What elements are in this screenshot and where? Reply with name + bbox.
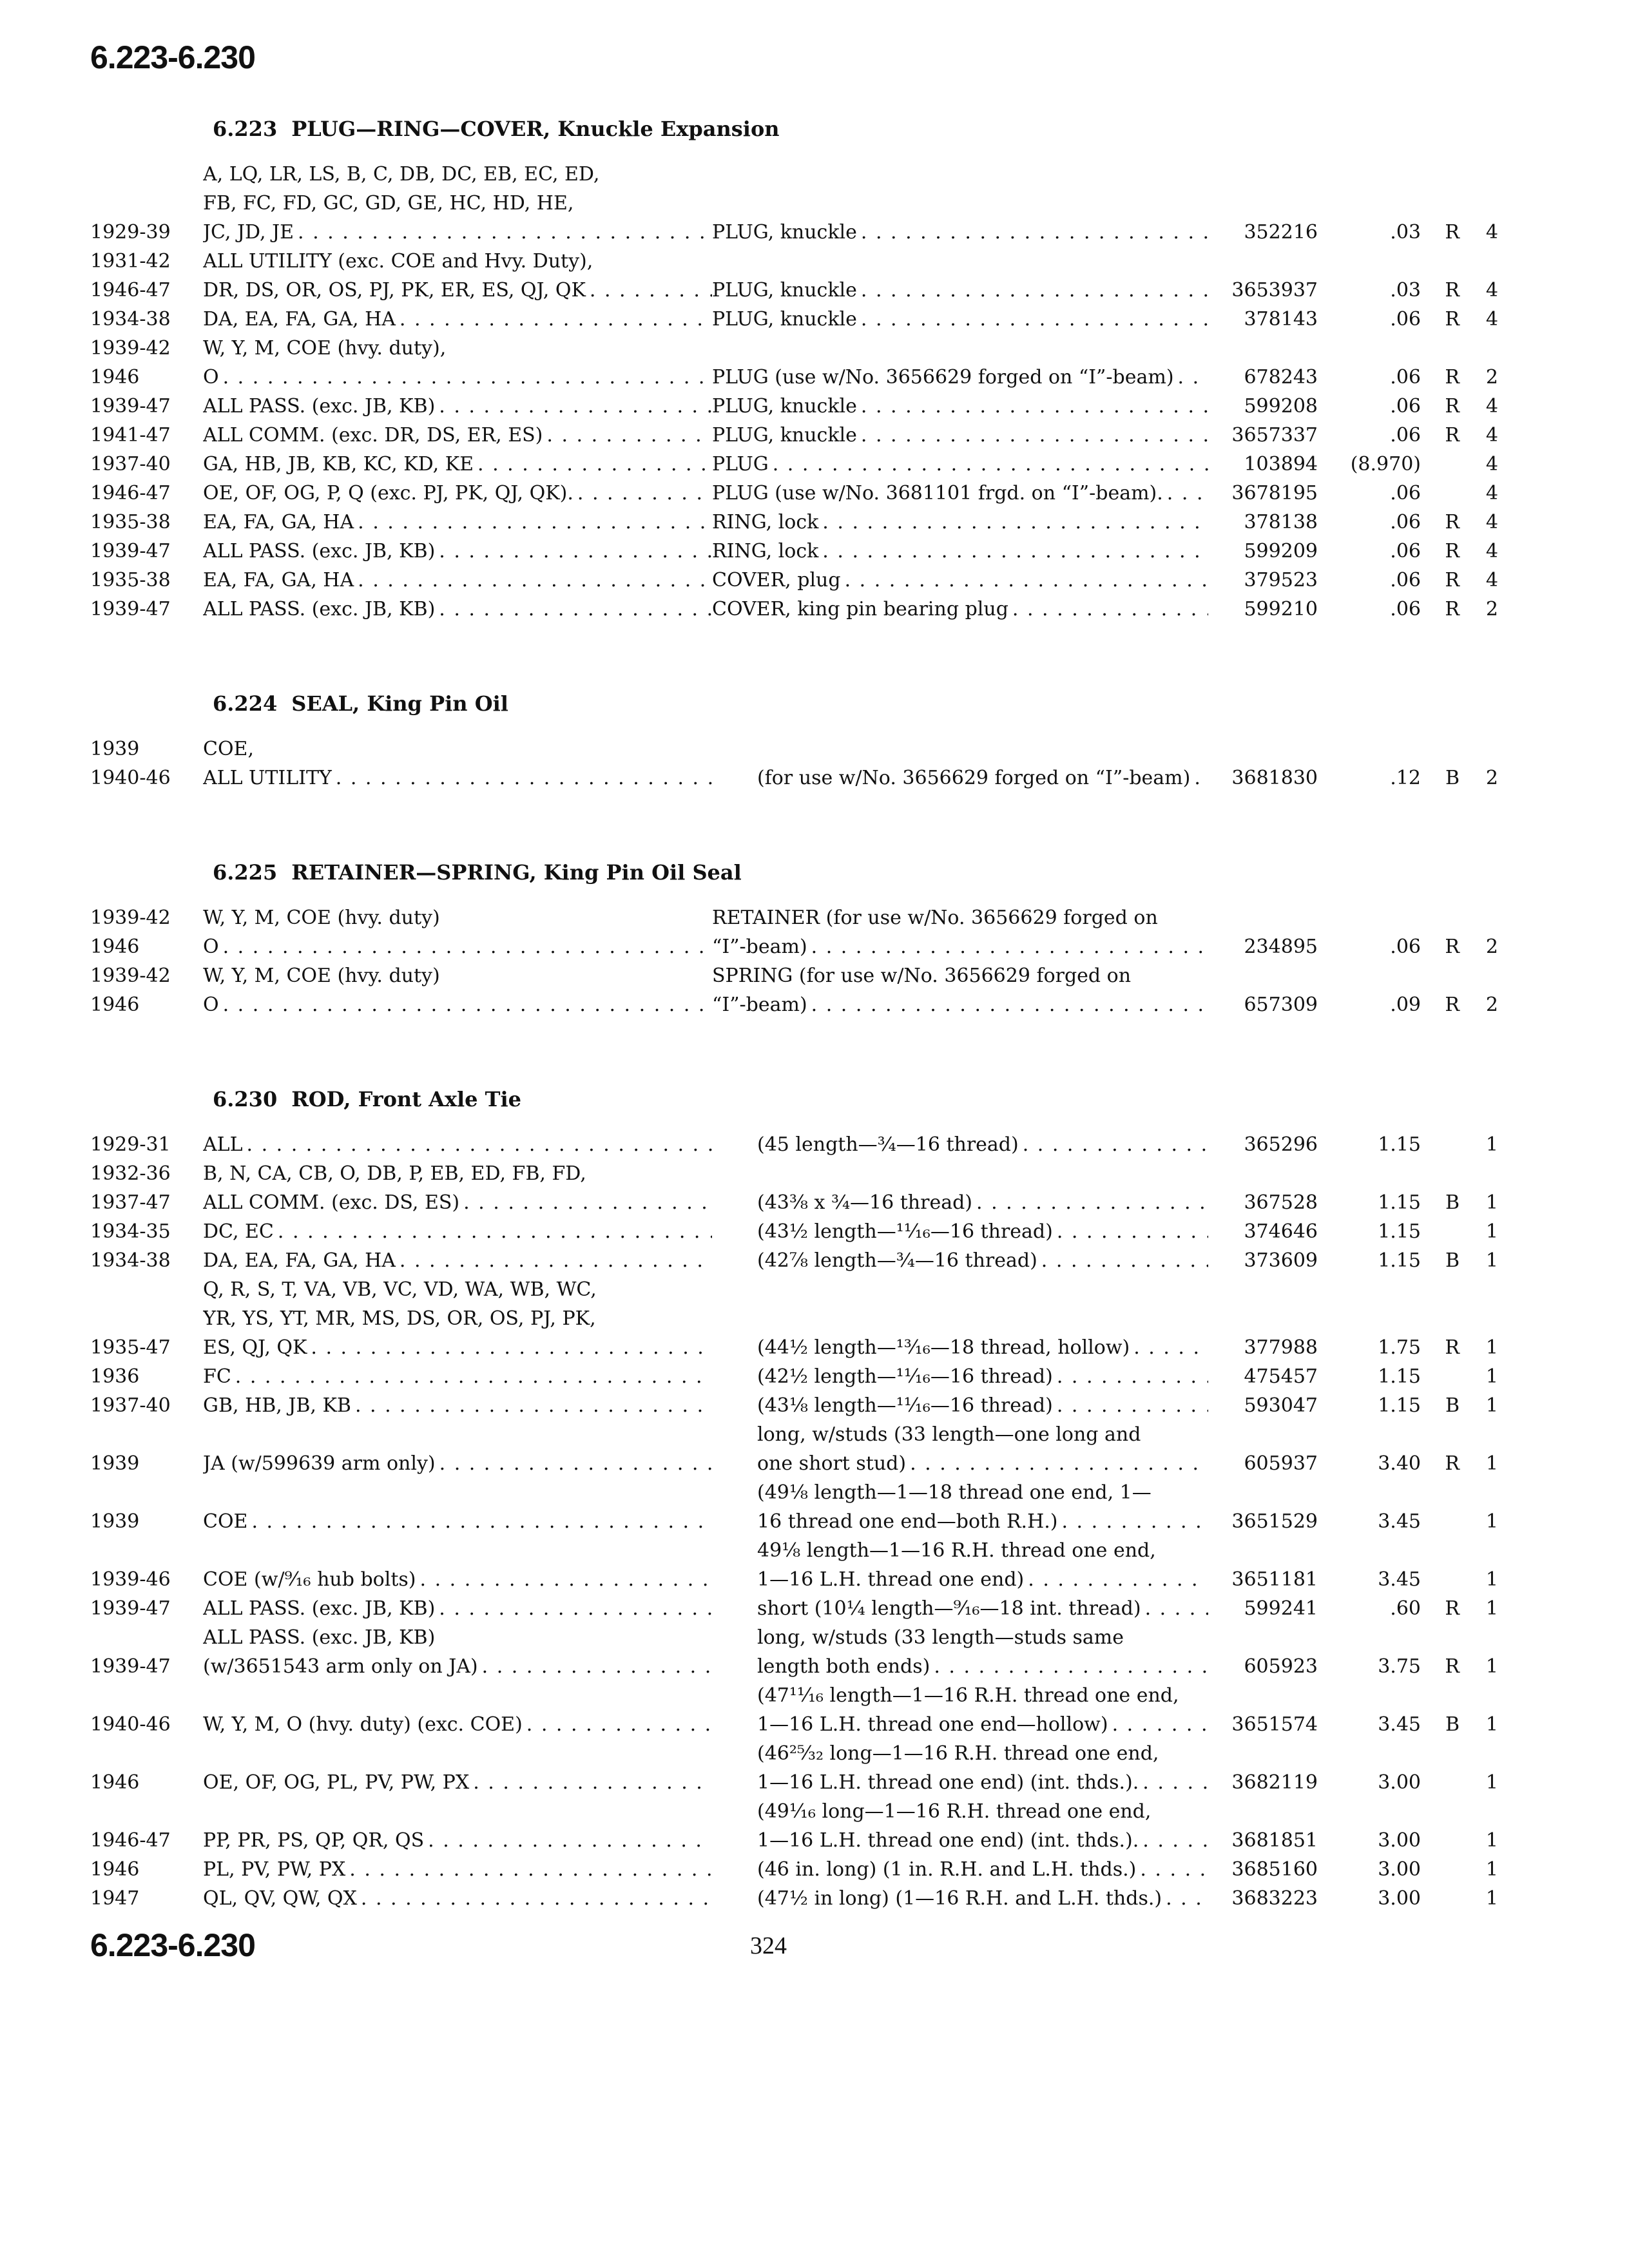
row-part-number: 3657337: [1231, 424, 1318, 447]
page-number: 324: [750, 1932, 787, 1959]
section-number: 6.223: [213, 117, 278, 141]
row-price: 1.15: [1378, 1249, 1421, 1272]
row-code: R: [1445, 1336, 1460, 1359]
page-header-code: 6.223-6.230: [90, 39, 255, 75]
table-row: [90, 903, 1559, 961]
row-models: ALL UTILITY (exc. COE and Hvy. Duty), DR, DS, OR, OS, PJ, PK, ER, ES, QJ, QK . . .: [203, 247, 712, 305]
row-description: (45 length—¾—16 thread) . . .: [712, 1130, 1208, 1159]
row-years: 1935-47: [90, 1336, 171, 1359]
row-description: PLUG, knuckle . . .: [712, 218, 1208, 247]
page-footer-code: 6.223-6.230: [90, 1927, 255, 1963]
row-models: ALL . . .: [203, 1130, 712, 1159]
catalog-sections: [90, 111, 1559, 1975]
row-models: COE . . .: [203, 1507, 712, 1536]
row-description: (42⅞ length—¾—16 thread) . . .: [712, 1246, 1208, 1275]
section-title: [213, 111, 1559, 147]
row-description: short (10¼ length—⁹⁄₁₆—18 int. thread) . . .: [712, 1594, 1208, 1623]
row-part-number: 3685160: [1231, 1858, 1318, 1881]
row-part-number: 3681830: [1231, 767, 1318, 789]
row-models: PL, PV, PW, PX . . .: [203, 1855, 712, 1884]
table-row: [90, 1623, 1559, 1681]
row-quantity: 4: [1485, 540, 1498, 562]
row-models: FC . . .: [203, 1362, 712, 1391]
row-quantity: 1: [1485, 1713, 1498, 1736]
row-description: RING, lock . . .: [712, 537, 1208, 566]
row-years: 1935-38: [90, 511, 171, 533]
row-code: R: [1445, 598, 1460, 620]
row-years: 1935-38: [90, 569, 171, 591]
row-quantity: 2: [1485, 994, 1498, 1016]
row-part-number: 103894: [1244, 453, 1318, 476]
table-row: [90, 1159, 1559, 1217]
row-quantity: 4: [1485, 279, 1498, 302]
row-years: 1929-31: [90, 1133, 171, 1156]
row-price: .06: [1390, 936, 1421, 958]
section-6-230: [90, 1081, 1559, 1913]
row-models: EA, FA, GA, HA . . .: [203, 508, 712, 537]
table-row: [90, 1246, 1559, 1275]
row-quantity: 4: [1485, 453, 1498, 476]
row-code: R: [1445, 279, 1460, 302]
row-models: Q, R, S, T, VA, VB, VC, VD, WA, WB, WC, YR, YS, YT, MR, MS, DS, OR, OS, PJ, PK, ES, QJ, QK . . .: [203, 1275, 712, 1362]
table-row: [90, 334, 1559, 392]
table-row: [90, 595, 1559, 624]
row-code: R: [1445, 569, 1460, 591]
row-price: 1.15: [1378, 1220, 1421, 1243]
row-models: QL, QV, QW, QX . . .: [203, 1884, 712, 1913]
row-years: 1934-35: [90, 1220, 171, 1243]
row-price: .03: [1390, 221, 1421, 244]
row-price: .06: [1390, 540, 1421, 562]
row-description: long, w/studs (33 length—studs same length both ends) . . .: [712, 1623, 1208, 1681]
row-price: 3.75: [1378, 1655, 1421, 1678]
section-title-text: ROD, Front Axle Tie: [291, 1087, 521, 1111]
table-row: [90, 1536, 1559, 1594]
table-row: [90, 1362, 1559, 1391]
row-models: ALL PASS. (exc. JB, KB) . . .: [203, 392, 712, 421]
section-title: [213, 1081, 1559, 1117]
row-years: 1940-46: [90, 1713, 171, 1736]
row-price: 1.75: [1378, 1336, 1421, 1359]
row-code: R: [1445, 1655, 1460, 1678]
row-quantity: 1: [1485, 1655, 1498, 1678]
row-models: B, N, CA, CB, O, DB, P, EB, ED, FB, FD, ALL COMM. (exc. DS, ES) . . .: [203, 1159, 712, 1217]
row-part-number: 593047: [1244, 1394, 1318, 1417]
row-code: B: [1445, 767, 1460, 789]
row-part-number: 367528: [1244, 1191, 1318, 1214]
row-price: 1.15: [1378, 1133, 1421, 1156]
row-description: PLUG, knuckle . . .: [712, 276, 1208, 305]
row-description: (46²⁵⁄₃₂ long—1—16 R.H. thread one end, 1—16 L.H. thread one end) (int. thds.). . . .: [712, 1739, 1208, 1797]
row-price: .06: [1390, 366, 1421, 389]
row-description: (47½ in long) (1—16 R.H. and L.H. thds.) . . .: [712, 1884, 1208, 1913]
row-price: .06: [1390, 395, 1421, 418]
row-models: W, Y, M, COE (hvy. duty), O . . .: [203, 334, 712, 392]
section-title-text: SEAL, King Pin Oil: [291, 691, 508, 716]
row-price: (8.970): [1350, 453, 1421, 476]
row-years: 1937-40: [90, 1394, 171, 1417]
section-number: 6.225: [213, 860, 278, 885]
row-description: PLUG (use w/No. 3656629 forged on “I”-beam) . . .: [712, 363, 1208, 392]
table-row: [90, 160, 1559, 247]
row-code: R: [1445, 221, 1460, 244]
row-models: DA, EA, FA, GA, HA . . .: [203, 305, 712, 334]
row-years: 1937-40: [90, 453, 171, 476]
row-models: ALL PASS. (exc. JB, KB) . . .: [203, 595, 712, 624]
row-models: GA, HB, JB, KB, KC, KD, KE . . .: [203, 450, 712, 479]
table-row: [90, 1681, 1559, 1739]
row-quantity: 1: [1485, 1365, 1498, 1388]
row-part-number: 374646: [1244, 1220, 1318, 1243]
row-description: PLUG . . .: [712, 450, 1208, 479]
row-code: B: [1445, 1249, 1460, 1272]
table-row: [90, 537, 1559, 566]
row-price: .06: [1390, 569, 1421, 591]
section-title: [213, 686, 1559, 722]
row-years: 1946-47: [90, 1829, 171, 1852]
row-models: GB, HB, JB, KB . . .: [203, 1391, 712, 1420]
row-years: 1939-47: [90, 1597, 171, 1620]
row-quantity: 1: [1485, 1771, 1498, 1794]
section-number: 6.230: [213, 1087, 278, 1111]
row-years: 1946-47: [90, 482, 171, 505]
row-part-number: 599209: [1244, 540, 1318, 562]
table-row: [90, 450, 1559, 479]
row-models: PP, PR, PS, QP, QR, QS . . .: [203, 1826, 712, 1855]
row-quantity: 2: [1485, 936, 1498, 958]
row-code: R: [1445, 511, 1460, 533]
row-part-number: 678243: [1244, 366, 1318, 389]
row-description: RING, lock . . .: [712, 508, 1208, 537]
row-quantity: 4: [1485, 482, 1498, 505]
table-row: [90, 247, 1559, 305]
row-models: W, Y, M, COE (hvy. duty) O . . .: [203, 903, 712, 961]
row-years: 1932-36 1937-47: [90, 1162, 171, 1214]
row-price: 3.00: [1378, 1887, 1421, 1910]
section-6-224: [90, 686, 1559, 793]
row-years: 1939-47: [90, 540, 171, 562]
row-quantity: 1: [1485, 1510, 1498, 1533]
row-price: 3.40: [1378, 1452, 1421, 1475]
row-years: 1939-47: [90, 395, 171, 418]
table-row: [90, 1478, 1559, 1536]
row-part-number: 3653937: [1231, 279, 1318, 302]
table-row: [90, 1275, 1559, 1362]
row-code: B: [1445, 1191, 1460, 1214]
row-years: 1939-47: [90, 598, 171, 620]
row-description: RETAINER (for use w/No. 3656629 forged on “I”-beam) . . .: [712, 903, 1208, 961]
row-quantity: 1: [1485, 1568, 1498, 1591]
row-models: W, Y, M, COE (hvy. duty) O . . .: [203, 961, 712, 1019]
row-price: .06: [1390, 482, 1421, 505]
row-models: ALL PASS. (exc. JB, KB) . . .: [203, 1594, 712, 1623]
row-code: R: [1445, 540, 1460, 562]
row-models: DA, EA, FA, GA, HA . . .: [203, 1246, 712, 1275]
table-row: [90, 1855, 1559, 1884]
table-row: [90, 1797, 1559, 1855]
row-years: 1931-42 1946-47: [90, 250, 171, 302]
row-quantity: 2: [1485, 366, 1498, 389]
row-models: ALL COMM. (exc. DR, DS, ER, ES) . . .: [203, 421, 712, 450]
section-6-223: [90, 111, 1559, 624]
row-part-number: 3681851: [1231, 1829, 1318, 1852]
table-row: [90, 1391, 1559, 1420]
row-price: 3.00: [1378, 1771, 1421, 1794]
row-price: 3.45: [1378, 1568, 1421, 1591]
table-row: [90, 1884, 1559, 1913]
row-part-number: 379523: [1244, 569, 1318, 591]
row-part-number: 378138: [1244, 511, 1318, 533]
row-models: OE, OF, OG, P, Q (exc. PJ, PK, QJ, QK). . . .: [203, 479, 712, 508]
table-row: [90, 479, 1559, 508]
row-quantity: 4: [1485, 424, 1498, 447]
row-years: 1939-42 1946: [90, 337, 171, 389]
row-description: PLUG, knuckle . . .: [712, 392, 1208, 421]
row-price: 3.00: [1378, 1858, 1421, 1881]
row-part-number: 475457: [1244, 1365, 1318, 1388]
row-part-number: 3682119: [1231, 1771, 1318, 1794]
row-models: W, Y, M, O (hvy. duty) (exc. COE) . . .: [203, 1710, 712, 1739]
row-years: 1941-47: [90, 424, 171, 447]
row-years: 1929-39: [90, 221, 171, 244]
row-description: COVER, king pin bearing plug . . .: [712, 595, 1208, 624]
row-quantity: 1: [1485, 1191, 1498, 1214]
row-quantity: 2: [1485, 767, 1498, 789]
row-years: 1934-38: [90, 1249, 171, 1272]
row-models: A, LQ, LR, LS, B, C, DB, DC, EB, EC, ED, FB, FC, FD, GC, GD, GE, HC, HD, HE, JC, JD, JE . . .: [203, 160, 712, 247]
row-description: SPRING (for use w/No. 3656629 forged on “I”-beam) . . .: [712, 961, 1208, 1019]
row-quantity: 4: [1485, 511, 1498, 533]
row-part-number: 234895: [1244, 936, 1318, 958]
row-part-number: 605923: [1244, 1655, 1318, 1678]
row-part-number: 3651529: [1231, 1510, 1318, 1533]
row-models: OE, OF, OG, PL, PV, PW, PX . . .: [203, 1768, 712, 1797]
row-code: R: [1445, 424, 1460, 447]
row-part-number: 3683223: [1231, 1887, 1318, 1910]
row-quantity: 1: [1485, 1133, 1498, 1156]
row-price: .06: [1390, 424, 1421, 447]
row-part-number: 3651574: [1231, 1713, 1318, 1736]
row-description: 49⅛ length—1—16 R.H. thread one end, 1—16 L.H. thread one end) . . .: [712, 1536, 1208, 1594]
row-description: long, w/studs (33 length—one long and one short stud) . . .: [712, 1420, 1208, 1478]
row-quantity: 1: [1485, 1394, 1498, 1417]
row-description: (49¹⁄₁₆ long—1—16 R.H. thread one end, 1—16 L.H. thread one end) (int. thds.). . . .: [712, 1797, 1208, 1855]
row-code: R: [1445, 395, 1460, 418]
row-years: 1947: [90, 1887, 140, 1910]
table-row: [90, 392, 1559, 421]
row-code: R: [1445, 308, 1460, 331]
row-years: 1934-38: [90, 308, 171, 331]
row-price: .12: [1390, 767, 1421, 789]
row-years: 1939: [90, 1452, 140, 1475]
row-years: 1939 1940-46: [90, 738, 171, 789]
row-quantity: 1: [1485, 1452, 1498, 1475]
row-price: .60: [1390, 1597, 1421, 1620]
row-quantity: 1: [1485, 1829, 1498, 1852]
row-code: B: [1445, 1394, 1460, 1417]
row-description: (for use w/No. 3656629 forged on “I”-beam) . . .: [712, 764, 1208, 793]
row-part-number: 599241: [1244, 1597, 1318, 1620]
row-quantity: 1: [1485, 1249, 1498, 1272]
table-row: [90, 735, 1559, 793]
row-models: DC, EC . . .: [203, 1217, 712, 1246]
row-description: (47¹¹⁄₁₆ length—1—16 R.H. thread one end, 1—16 L.H. thread one end—hollow) . . .: [712, 1681, 1208, 1739]
row-description: (43⅜ x ¾—16 thread) . . .: [712, 1188, 1208, 1217]
row-models: ALL PASS. (exc. JB, KB) (w/3651543 arm only on JA) . . .: [203, 1623, 712, 1681]
row-part-number: 352216: [1244, 221, 1318, 244]
row-price: .03: [1390, 279, 1421, 302]
row-description: (43⅛ length—¹¹⁄₁₆—16 thread) . . .: [712, 1391, 1208, 1420]
row-part-number: 599210: [1244, 598, 1318, 620]
row-price: 1.15: [1378, 1365, 1421, 1388]
row-part-number: 599208: [1244, 395, 1318, 418]
row-part-number: 3678195: [1231, 482, 1318, 505]
table-row: [90, 1420, 1559, 1478]
row-description: (49⅛ length—1—18 thread one end, 1— 16 thread one end—both R.H.) . . .: [712, 1478, 1208, 1536]
row-part-number: 3651181: [1231, 1568, 1318, 1591]
row-description: PLUG (use w/No. 3681101 frgd. on “I”-beam). . . .: [712, 479, 1208, 508]
row-years: 1946: [90, 1771, 140, 1794]
row-quantity: 1: [1485, 1336, 1498, 1359]
row-price: .06: [1390, 598, 1421, 620]
row-quantity: 4: [1485, 221, 1498, 244]
row-code: R: [1445, 994, 1460, 1016]
row-part-number: 657309: [1244, 994, 1318, 1016]
table-row: [90, 1217, 1559, 1246]
section-6-225: [90, 854, 1559, 1019]
row-description: (46 in. long) (1 in. R.H. and L.H. thds.) . . .: [712, 1855, 1208, 1884]
row-models: JA (w/599639 arm only) . . .: [203, 1449, 712, 1478]
row-price: 1.15: [1378, 1191, 1421, 1214]
row-description: (44½ length—¹³⁄₁₆—18 thread, hollow) . . .: [712, 1333, 1208, 1362]
row-quantity: 4: [1485, 569, 1498, 591]
row-price: .06: [1390, 511, 1421, 533]
row-code: R: [1445, 1452, 1460, 1475]
row-code: R: [1445, 366, 1460, 389]
section-title-text: PLUG—RING—COVER, Knuckle Expansion: [291, 117, 780, 141]
row-models: COE (w/⁹⁄₁₆ hub bolts) . . .: [203, 1565, 712, 1594]
table-row: [90, 1594, 1559, 1623]
row-part-number: 365296: [1244, 1133, 1318, 1156]
row-description: (43½ length—¹¹⁄₁₆—16 thread) . . .: [712, 1217, 1208, 1246]
row-quantity: 1: [1485, 1597, 1498, 1620]
section-title-text: RETAINER—SPRING, King Pin Oil Seal: [291, 860, 742, 885]
row-part-number: 377988: [1244, 1336, 1318, 1359]
table-row: [90, 566, 1559, 595]
table-row: [90, 1739, 1559, 1797]
row-quantity: 4: [1485, 395, 1498, 418]
row-code: B: [1445, 1713, 1460, 1736]
section-number: 6.224: [213, 691, 278, 716]
row-price: 1.15: [1378, 1394, 1421, 1417]
row-models: EA, FA, GA, HA . . .: [203, 566, 712, 595]
table-row: [90, 305, 1559, 334]
row-quantity: 1: [1485, 1858, 1498, 1881]
row-price: .09: [1390, 994, 1421, 1016]
row-years: 1936: [90, 1365, 140, 1388]
section-title: [213, 854, 1559, 890]
table-row: [90, 421, 1559, 450]
row-models: ALL PASS. (exc. JB, KB) . . .: [203, 537, 712, 566]
row-quantity: 1: [1485, 1887, 1498, 1910]
row-years: 1939-46: [90, 1568, 171, 1591]
row-code: R: [1445, 936, 1460, 958]
row-part-number: 378143: [1244, 308, 1318, 331]
row-description: (42½ length—¹¹⁄₁₆—16 thread) . . .: [712, 1362, 1208, 1391]
row-years: 1939-47: [90, 1655, 171, 1678]
row-part-number: 605937: [1244, 1452, 1318, 1475]
table-row: [90, 1130, 1559, 1159]
row-description: COVER, plug . . .: [712, 566, 1208, 595]
row-description: PLUG, knuckle . . .: [712, 305, 1208, 334]
row-description: PLUG, knuckle . . .: [712, 421, 1208, 450]
row-quantity: 4: [1485, 308, 1498, 331]
row-quantity: 2: [1485, 598, 1498, 620]
table-row: [90, 961, 1559, 1019]
row-years: 1939: [90, 1510, 140, 1533]
row-price: 3.00: [1378, 1829, 1421, 1852]
table-row: [90, 508, 1559, 537]
row-code: R: [1445, 1597, 1460, 1620]
row-years: 1946: [90, 1858, 140, 1881]
row-quantity: 1: [1485, 1220, 1498, 1243]
row-models: COE, ALL UTILITY . . .: [203, 735, 712, 793]
row-part-number: 373609: [1244, 1249, 1318, 1272]
row-years: 1939-42 1946: [90, 907, 171, 958]
row-price: .06: [1390, 308, 1421, 331]
row-price: 3.45: [1378, 1713, 1421, 1736]
row-years: 1939-42 1946: [90, 965, 171, 1016]
row-price: 3.45: [1378, 1510, 1421, 1533]
